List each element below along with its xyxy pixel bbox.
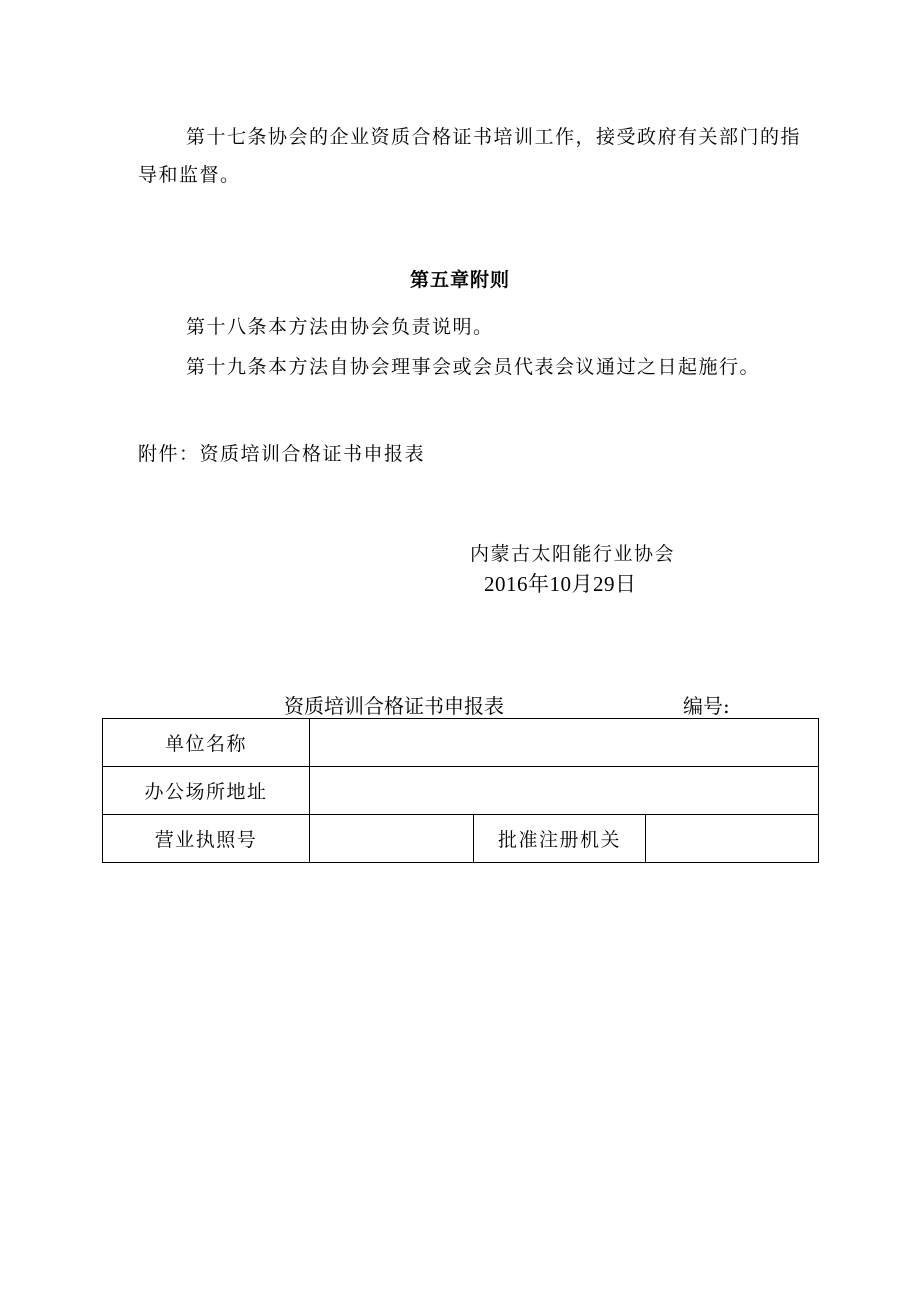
article-17-paragraph: 第十七条协会的企业资质合格证书培训工作，接受政府有关部门的指导和监督。 (138, 126, 802, 186)
chapter-5-heading: 第五章附则 (410, 269, 511, 291)
office-address-label: 办公场所地址 (103, 767, 310, 815)
article-19-paragraph: 第十九条本方法自协会理事会或会员代表会议通过之日起施行。 (186, 356, 761, 378)
registration-authority-field[interactable] (646, 815, 819, 863)
article-18-paragraph: 第十八条本方法由协会负责说明。 (186, 316, 494, 338)
office-address-field[interactable] (310, 767, 819, 815)
registration-authority-label: 批准注册机关 (474, 815, 646, 863)
unit-name-field[interactable] (310, 719, 819, 767)
table-row (103, 719, 819, 767)
form-number-label: 编号: (683, 694, 730, 718)
table-row (103, 815, 819, 863)
license-number-field[interactable] (310, 815, 474, 863)
signature-date: 2016年10月29日 (484, 572, 637, 596)
table-row (103, 767, 819, 815)
attachment-line: 附件：资质培训合格证书申报表 (138, 443, 426, 465)
license-number-label: 营业执照号 (103, 815, 310, 863)
application-form-table (102, 718, 819, 863)
form-title: 资质培训合格证书申报表 (284, 694, 504, 718)
signature-organization: 内蒙古太阳能行业协会 (470, 543, 676, 565)
unit-name-label: 单位名称 (103, 719, 310, 767)
